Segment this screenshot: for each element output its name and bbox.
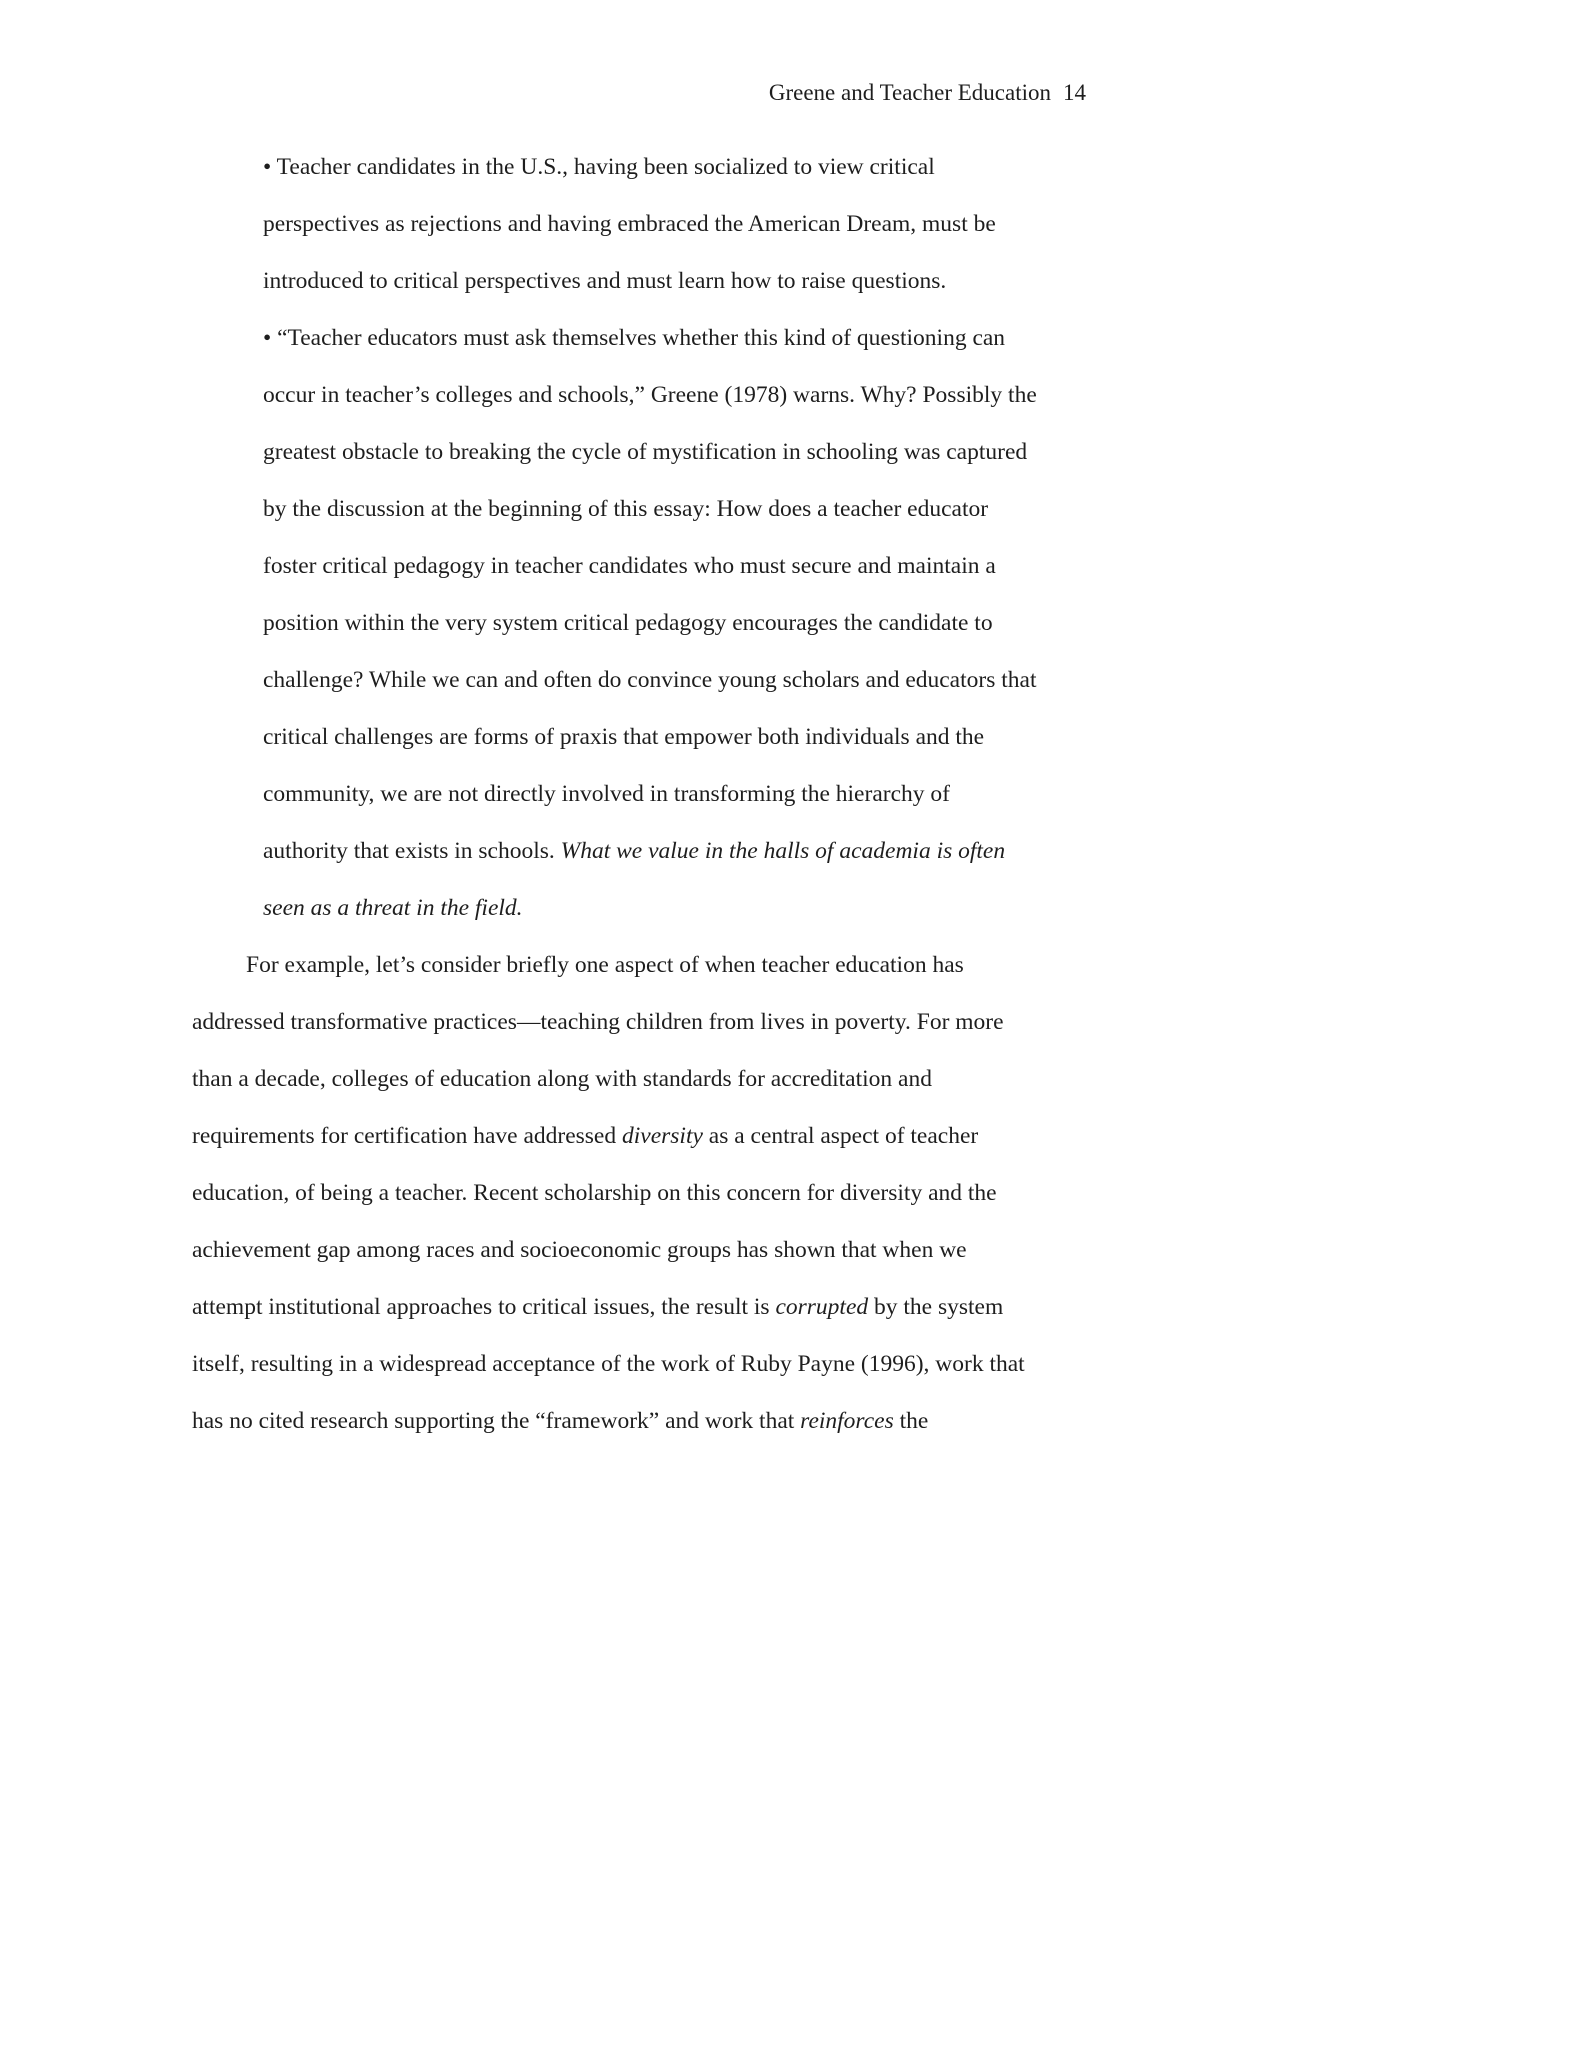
text-line: • Teacher candidates in the U.S., having been socialized to view critical — [263, 154, 935, 180]
text-line — [263, 836, 1005, 866]
text-run: requirements for certification have addressed — [192, 1123, 622, 1149]
text-line: For example, let’s consider briefly one aspect of when teacher education has — [246, 952, 964, 978]
italic-run: What we value in the halls of academia is often — [560, 838, 1006, 864]
text-run: by the system — [868, 1294, 1004, 1320]
text-line: greatest obstacle to breaking the cycle of mystification in schooling was captured — [263, 439, 1028, 465]
text-line: community, we are not directly involved in transforming the hierarchy of — [263, 781, 950, 807]
text-run: has no cited research supporting the “framework” and work that — [192, 1408, 801, 1434]
text-line: addressed transformative practices—teaching children from lives in poverty. For more — [192, 1009, 1004, 1035]
text-line: achievement gap among races and socioeconomic groups has shown that when we — [192, 1237, 967, 1263]
italic-run: seen as a threat in the field. — [263, 895, 523, 921]
italic-run: corrupted — [775, 1294, 869, 1320]
text-line: critical challenges are forms of praxis that empower both individuals and the — [263, 724, 985, 750]
text-run: attempt institutional approaches to critical issues, the result is — [192, 1294, 776, 1320]
italic-run: reinforces — [800, 1408, 894, 1434]
text-line: foster critical pedagogy in teacher candidates who must secure and maintain a — [263, 553, 996, 579]
text-line: itself, resulting in a widespread acceptance of the work of Ruby Payne (1996), work that — [192, 1351, 1025, 1377]
text-line — [192, 1121, 978, 1151]
running-title: Greene and Teacher Education — [768, 80, 1051, 105]
text-line: • “Teacher educators must ask themselves whether this kind of questioning can — [263, 325, 1006, 351]
text-line: perspectives as rejections and having embraced the American Dream, must be — [263, 211, 996, 237]
text-line: introduced to critical perspectives and must learn how to raise questions. — [263, 268, 947, 294]
text-line: position within the very system critical pedagogy encourages the candidate to — [263, 610, 993, 636]
text-line: than a decade, colleges of education along with standards for accreditation and — [192, 1066, 932, 1092]
text-line: education, of being a teacher. Recent scholarship on this concern for diversity and the — [192, 1180, 997, 1206]
text-line — [192, 1292, 1003, 1322]
text-line: occur in teacher’s colleges and schools,” Greene (1978) warns. Why? Possibly the — [263, 382, 1037, 408]
text-line — [263, 893, 523, 923]
italic-run: diversity — [622, 1123, 703, 1149]
text-run: as a central aspect of teacher — [702, 1123, 979, 1149]
page-number: 14 — [1063, 80, 1086, 105]
text-line: by the discussion at the beginning of this essay: How does a teacher educator — [263, 496, 989, 522]
text-line — [192, 1406, 928, 1436]
text-line: challenge? While we can and often do convince young scholars and educators that — [263, 667, 1037, 693]
running-head — [700, 78, 1086, 108]
text-run: the — [893, 1408, 929, 1434]
text-run: authority that exists in schools. — [263, 838, 561, 864]
